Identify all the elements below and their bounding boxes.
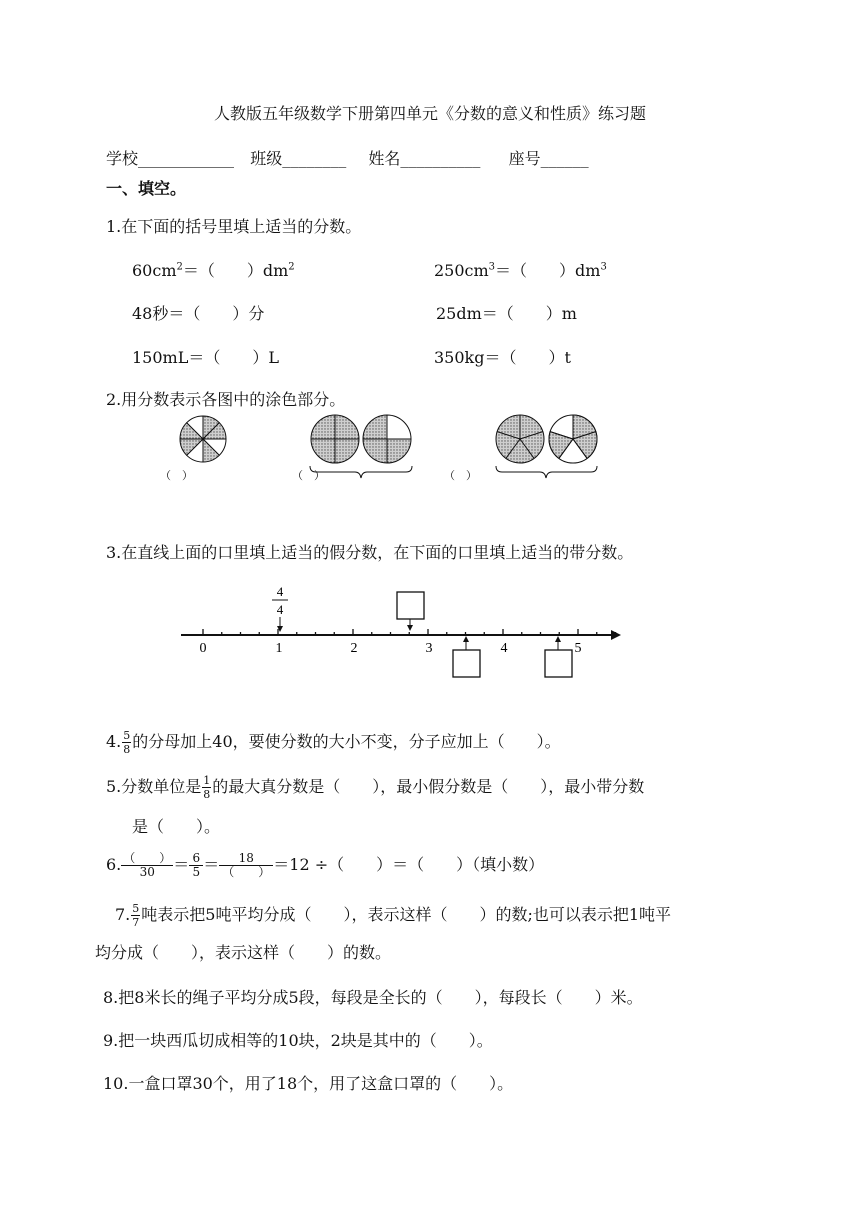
seat-blank[interactable]: ______: [540, 149, 589, 168]
tick-label-1: 1: [275, 641, 283, 656]
section-title: 一、填空。: [106, 179, 187, 198]
q1-item-4: 25dm＝（ ）m: [436, 304, 577, 323]
question-7: 7. $\frac{5}{7}$ 吨表示把5吨平均分成（ ），表示这样（ ）的数;也可以表示把1吨平: [115, 902, 672, 929]
question-1-text: 1.在下面的括号里填上适当的分数。: [106, 217, 362, 236]
q2-answer-1[interactable]: （ ）: [160, 469, 193, 482]
tick-label-4: 4: [500, 641, 508, 656]
question-8: 8.把8米长的绳子平均分成5段，每段是全长的（ ），每段长（ ）米。: [103, 988, 643, 1007]
seat-label: 座号: [508, 149, 541, 168]
q2-answer-3[interactable]: （ ）: [444, 469, 477, 482]
name-label: 姓名: [368, 149, 401, 168]
question-7-line-2: 均分成（ ），表示这样（ ）的数。: [95, 943, 392, 962]
number-line: [175, 580, 625, 685]
q1-item-3: 48秒＝（ ）分: [132, 304, 265, 323]
question-6: 6. （ ） 30 ＝ $\frac{6}{5}$ ＝ 18 （ ） ＝12 ÷（ ）＝（ ）（填小数）: [106, 851, 545, 880]
question-5-line-2: 是（ ）。: [132, 817, 221, 836]
pie-figure-3: [496, 415, 597, 478]
question-4: 4. $\frac{5}{8}$ 的分母加上40，要使分数的大小不变，分子应加上（ ）。: [106, 729, 561, 756]
q1-item-2: $250cm^3=$（ ）$dm^3$: [434, 261, 607, 280]
tick-label-5: 5: [574, 641, 582, 656]
q2-answer-2[interactable]: （ ）: [292, 469, 325, 482]
student-info-row: [106, 146, 589, 169]
q7-fraction: $\frac{5}{7}$: [132, 902, 140, 929]
q6-fraction-1: （ ） 30: [123, 851, 172, 880]
page-title: 人教版五年级数学下册第四单元《分数的意义和性质》练习题: [213, 104, 646, 123]
marker-numerator: 4: [276, 584, 284, 599]
answer-box-bottom-1[interactable]: [453, 650, 480, 677]
q1-item-1: $60cm^2=$（ ）$dm^2$: [132, 261, 295, 280]
class-label: 班级: [250, 149, 283, 168]
question-9: 9.把一块西瓜切成相等的10块，2块是其中的（ ）。: [103, 1031, 493, 1050]
pie-figure-1: [180, 416, 226, 462]
school-blank[interactable]: ____________: [138, 149, 235, 168]
question-3-text: 3.在直线上面的口里填上适当的假分数，在下面的口里填上适当的带分数。: [106, 543, 634, 562]
question-2-text: 2.用分数表示各图中的涂色部分。: [106, 390, 346, 409]
tick-label-0: 0: [199, 641, 207, 656]
q6-fraction-3: 18 （ ）: [219, 852, 273, 879]
q2-figures: [150, 410, 620, 485]
tick-label-2: 2: [350, 641, 358, 656]
q1-item-6: 350kg＝（ ）t: [434, 348, 571, 367]
answer-box-top[interactable]: [397, 592, 424, 619]
q6-fraction-2: $\frac{6}{5}$: [189, 852, 203, 879]
class-blank[interactable]: ________: [282, 149, 347, 168]
pie-figure-2: [310, 415, 412, 478]
school-label: 学校: [106, 149, 139, 168]
q4-fraction: $\frac{5}{8}$: [123, 729, 131, 756]
answer-box-bottom-2[interactable]: [545, 650, 572, 677]
q5-fraction: $\frac{1}{8}$: [203, 774, 211, 801]
question-5: 5.分数单位是 $\frac{1}{8}$ 的最大真分数是（ ），最小假分数是（ ），最小带分数: [106, 774, 645, 801]
question-10: 10.一盒口罩30个，用了18个，用了这盒口罩的（ ）。: [103, 1074, 514, 1093]
tick-label-3: 3: [425, 641, 433, 656]
marker-denominator: 4: [276, 602, 284, 617]
q1-item-5: 150mL＝（ ）L: [132, 348, 279, 367]
name-blank[interactable]: __________: [400, 149, 481, 168]
